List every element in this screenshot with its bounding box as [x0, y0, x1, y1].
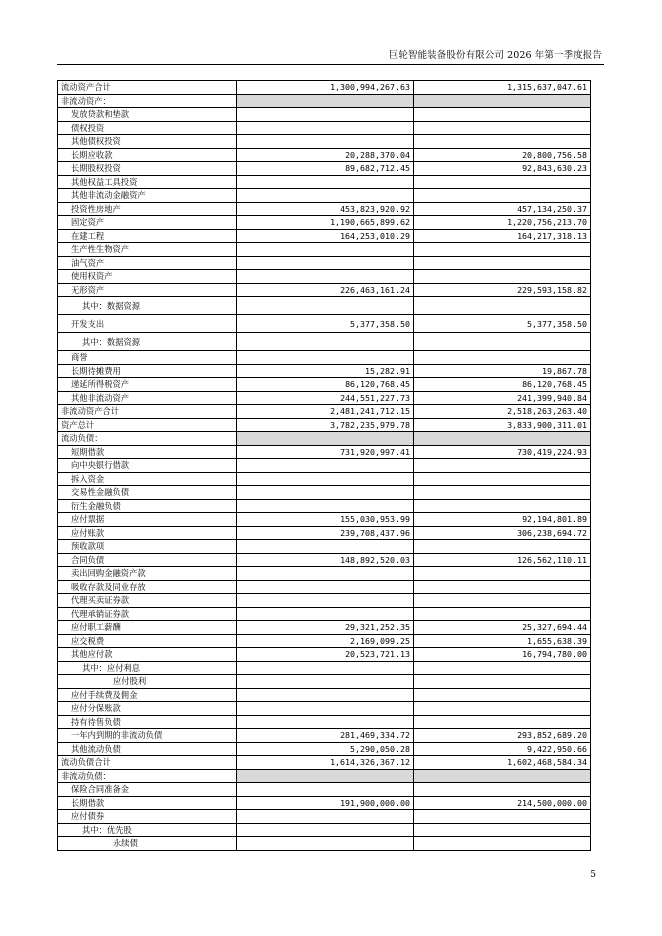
period-end-value — [237, 661, 414, 675]
year-start-value — [414, 675, 591, 689]
table-row — [58, 270, 591, 284]
balance-sheet-table — [57, 80, 591, 851]
row-label: 非流动负债： — [58, 769, 237, 783]
row-label: 其他流动负债 — [58, 742, 237, 756]
table-row — [58, 81, 591, 95]
period-end-value — [237, 270, 414, 284]
period-end-value — [237, 715, 414, 729]
period-end-value: 731,920,997.41 — [237, 445, 414, 459]
row-label: 其他权益工具投资 — [58, 175, 237, 189]
period-end-value: 89,682,712.45 — [237, 162, 414, 176]
year-start-value: 730,419,224.93 — [414, 445, 591, 459]
row-label: 投资性房地产 — [58, 202, 237, 216]
period-end-value: 226,463,161.24 — [237, 283, 414, 297]
table-row — [58, 715, 591, 729]
period-end-value — [237, 769, 414, 783]
table-row — [58, 837, 591, 851]
period-end-value — [237, 675, 414, 689]
year-start-value — [414, 270, 591, 284]
table-row — [58, 580, 591, 594]
row-label: 其中：数据资源 — [58, 333, 237, 351]
period-end-value — [237, 607, 414, 621]
row-label: 开发支出 — [58, 315, 237, 333]
period-end-value — [237, 351, 414, 365]
table-row — [58, 94, 591, 108]
year-start-value — [414, 783, 591, 797]
table-row — [58, 648, 591, 662]
row-label: 无形资产 — [58, 283, 237, 297]
year-start-value: 214,500,000.00 — [414, 796, 591, 810]
table-row — [58, 810, 591, 824]
year-start-value: 92,194,801.89 — [414, 513, 591, 527]
table-row — [58, 189, 591, 203]
table-row — [58, 175, 591, 189]
row-label: 非流动资产： — [58, 94, 237, 108]
table-row — [58, 162, 591, 176]
table-row — [58, 135, 591, 149]
year-start-value — [414, 607, 591, 621]
period-end-value — [237, 459, 414, 473]
period-end-value — [237, 432, 414, 446]
period-end-value: 2,169,099.25 — [237, 634, 414, 648]
table-row — [58, 108, 591, 122]
year-start-value: 86,120,768.45 — [414, 378, 591, 392]
period-end-value — [237, 837, 414, 851]
year-start-value: 2,518,263,263.40 — [414, 405, 591, 419]
report-header-title: 巨轮智能装备股份有限公司 2026 年第一季度报告 — [388, 50, 602, 61]
row-label: 流动负债合计 — [58, 756, 237, 770]
table-row — [58, 513, 591, 527]
period-end-value — [237, 702, 414, 716]
year-start-value — [414, 823, 591, 837]
period-end-value — [237, 243, 414, 257]
year-start-value: 3,833,900,311.01 — [414, 418, 591, 432]
year-start-value — [414, 189, 591, 203]
row-label: 在建工程 — [58, 229, 237, 243]
year-start-value — [414, 175, 591, 189]
table-row — [58, 148, 591, 162]
year-start-value — [414, 486, 591, 500]
table-row — [58, 216, 591, 230]
year-start-value — [414, 459, 591, 473]
balance-sheet-body — [58, 81, 591, 851]
row-label: 永续债 — [58, 837, 237, 851]
table-row — [58, 783, 591, 797]
row-label: 应付账款 — [58, 526, 237, 540]
period-end-value: 453,823,920.92 — [237, 202, 414, 216]
year-start-value: 164,217,318.13 — [414, 229, 591, 243]
table-row — [58, 229, 591, 243]
year-start-value — [414, 661, 591, 675]
year-start-value — [414, 121, 591, 135]
period-end-value: 1,190,665,899.62 — [237, 216, 414, 230]
period-end-value: 148,892,520.03 — [237, 553, 414, 567]
year-start-value — [414, 297, 591, 315]
year-start-value: 229,593,158.82 — [414, 283, 591, 297]
row-label: 应付债券 — [58, 810, 237, 824]
row-label: 发放贷款和垫款 — [58, 108, 237, 122]
period-end-value — [237, 499, 414, 513]
period-end-value: 29,321,252.35 — [237, 621, 414, 635]
table-row — [58, 315, 591, 333]
row-label: 流动资产合计 — [58, 81, 237, 95]
year-start-value: 1,655,638.39 — [414, 634, 591, 648]
year-start-value — [414, 702, 591, 716]
period-end-value: 1,614,326,367.12 — [237, 756, 414, 770]
row-label: 预收款项 — [58, 540, 237, 554]
row-label: 流动负债： — [58, 432, 237, 446]
year-start-value: 25,327,694.44 — [414, 621, 591, 635]
period-end-value — [237, 540, 414, 554]
row-label: 长期待摊费用 — [58, 364, 237, 378]
period-end-value — [237, 256, 414, 270]
table-row — [58, 769, 591, 783]
row-label: 卖出回购金融资产款 — [58, 567, 237, 581]
row-label: 代理买卖证券款 — [58, 594, 237, 608]
year-start-value — [414, 567, 591, 581]
year-start-value — [414, 688, 591, 702]
row-label: 生产性生物资产 — [58, 243, 237, 257]
table-row — [58, 742, 591, 756]
period-end-value — [237, 486, 414, 500]
table-row — [58, 333, 591, 351]
period-end-value — [237, 783, 414, 797]
row-label: 保险合同准备金 — [58, 783, 237, 797]
year-start-value: 457,134,250.37 — [414, 202, 591, 216]
period-end-value: 191,900,000.00 — [237, 796, 414, 810]
row-label: 应交税费 — [58, 634, 237, 648]
year-start-value: 16,794,780.00 — [414, 648, 591, 662]
period-end-value — [237, 810, 414, 824]
year-start-value — [414, 540, 591, 554]
year-start-value — [414, 715, 591, 729]
row-label: 持有待售负债 — [58, 715, 237, 729]
period-end-value — [237, 567, 414, 581]
year-start-value — [414, 333, 591, 351]
row-label: 拆入资金 — [58, 472, 237, 486]
period-end-value: 86,120,768.45 — [237, 378, 414, 392]
table-row — [58, 796, 591, 810]
row-label: 资产总计 — [58, 418, 237, 432]
period-end-value: 3,782,235,979.78 — [237, 418, 414, 432]
period-end-value: 15,282.91 — [237, 364, 414, 378]
row-label: 其中：数据资源 — [58, 297, 237, 315]
table-row — [58, 243, 591, 257]
period-end-value — [237, 94, 414, 108]
header-divider — [57, 64, 604, 65]
row-label: 应付职工薪酬 — [58, 621, 237, 635]
year-start-value: 9,422,950.66 — [414, 742, 591, 756]
table-row — [58, 567, 591, 581]
table-row — [58, 688, 591, 702]
period-end-value — [237, 688, 414, 702]
year-start-value: 1,602,468,584.34 — [414, 756, 591, 770]
row-label: 非流动资产合计 — [58, 405, 237, 419]
period-end-value — [237, 189, 414, 203]
year-start-value: 1,220,756,213.70 — [414, 216, 591, 230]
row-label: 应付分保账款 — [58, 702, 237, 716]
year-start-value — [414, 108, 591, 122]
table-row — [58, 553, 591, 567]
year-start-value — [414, 135, 591, 149]
row-label: 递延所得税资产 — [58, 378, 237, 392]
table-row — [58, 729, 591, 743]
period-end-value: 244,551,227.73 — [237, 391, 414, 405]
table-row — [58, 661, 591, 675]
table-row — [58, 283, 591, 297]
year-start-value — [414, 472, 591, 486]
table-row — [58, 675, 591, 689]
table-row — [58, 432, 591, 446]
row-label: 向中央银行借款 — [58, 459, 237, 473]
table-row — [58, 405, 591, 419]
row-label: 债权投资 — [58, 121, 237, 135]
row-label: 其他非流动金融资产 — [58, 189, 237, 203]
table-row — [58, 351, 591, 365]
table-row — [58, 256, 591, 270]
table-row — [58, 391, 591, 405]
row-label: 固定资产 — [58, 216, 237, 230]
row-label: 短期借款 — [58, 445, 237, 459]
row-label: 其中：优先股 — [58, 823, 237, 837]
row-label: 其中：应付利息 — [58, 661, 237, 675]
year-start-value: 306,238,694.72 — [414, 526, 591, 540]
table-row — [58, 526, 591, 540]
period-end-value — [237, 580, 414, 594]
table-row — [58, 202, 591, 216]
period-end-value: 2,481,241,712.15 — [237, 405, 414, 419]
row-label: 油气资产 — [58, 256, 237, 270]
year-start-value: 20,800,756.58 — [414, 148, 591, 162]
row-label: 合同负债 — [58, 553, 237, 567]
row-label: 吸收存款及同业存放 — [58, 580, 237, 594]
period-end-value: 1,300,994,267.63 — [237, 81, 414, 95]
row-label: 应付票据 — [58, 513, 237, 527]
table-row — [58, 445, 591, 459]
year-start-value: 92,843,630.23 — [414, 162, 591, 176]
table-row — [58, 297, 591, 315]
row-label: 使用权资产 — [58, 270, 237, 284]
year-start-value — [414, 351, 591, 365]
period-end-value — [237, 121, 414, 135]
period-end-value — [237, 135, 414, 149]
period-end-value: 20,523,721.13 — [237, 648, 414, 662]
row-label: 衍生金融负债 — [58, 499, 237, 513]
page-number: 5 — [590, 870, 596, 880]
year-start-value: 293,852,689.20 — [414, 729, 591, 743]
table-row — [58, 459, 591, 473]
table-row — [58, 621, 591, 635]
table-row — [58, 499, 591, 513]
year-start-value: 241,399,940.84 — [414, 391, 591, 405]
table-row — [58, 823, 591, 837]
period-end-value: 20,288,370.04 — [237, 148, 414, 162]
table-row — [58, 121, 591, 135]
row-label: 商誉 — [58, 351, 237, 365]
period-end-value — [237, 175, 414, 189]
table-row — [58, 756, 591, 770]
year-start-value — [414, 810, 591, 824]
year-start-value — [414, 580, 591, 594]
year-start-value: 19,867.78 — [414, 364, 591, 378]
table-row — [58, 418, 591, 432]
period-end-value: 155,030,953.99 — [237, 513, 414, 527]
year-start-value — [414, 499, 591, 513]
period-end-value: 281,469,334.72 — [237, 729, 414, 743]
period-end-value: 239,708,437.96 — [237, 526, 414, 540]
row-label: 交易性金融负债 — [58, 486, 237, 500]
table-row — [58, 702, 591, 716]
year-start-value — [414, 837, 591, 851]
period-end-value — [237, 823, 414, 837]
table-row — [58, 594, 591, 608]
row-label: 应付手续费及佣金 — [58, 688, 237, 702]
row-label: 其他债权投资 — [58, 135, 237, 149]
row-label: 长期借款 — [58, 796, 237, 810]
period-end-value: 5,377,358.50 — [237, 315, 414, 333]
year-start-value — [414, 769, 591, 783]
table-row — [58, 607, 591, 621]
table-row — [58, 364, 591, 378]
year-start-value: 5,377,358.50 — [414, 315, 591, 333]
table-row — [58, 634, 591, 648]
year-start-value — [414, 256, 591, 270]
year-start-value — [414, 243, 591, 257]
table-row — [58, 486, 591, 500]
period-end-value — [237, 108, 414, 122]
row-label: 一年内到期的非流动负债 — [58, 729, 237, 743]
period-end-value — [237, 594, 414, 608]
table-row — [58, 540, 591, 554]
row-label: 应付股利 — [58, 675, 237, 689]
row-label: 其他应付款 — [58, 648, 237, 662]
row-label: 长期应收款 — [58, 148, 237, 162]
period-end-value — [237, 297, 414, 315]
year-start-value — [414, 594, 591, 608]
period-end-value — [237, 333, 414, 351]
row-label: 长期股权投资 — [58, 162, 237, 176]
table-row — [58, 378, 591, 392]
year-start-value — [414, 432, 591, 446]
period-end-value — [237, 472, 414, 486]
period-end-value: 5,290,050.28 — [237, 742, 414, 756]
period-end-value: 164,253,010.29 — [237, 229, 414, 243]
year-start-value: 1,315,637,047.61 — [414, 81, 591, 95]
row-label: 其他非流动资产 — [58, 391, 237, 405]
row-label: 代理承销证券款 — [58, 607, 237, 621]
year-start-value: 126,562,110.11 — [414, 553, 591, 567]
table-row — [58, 472, 591, 486]
year-start-value — [414, 94, 591, 108]
